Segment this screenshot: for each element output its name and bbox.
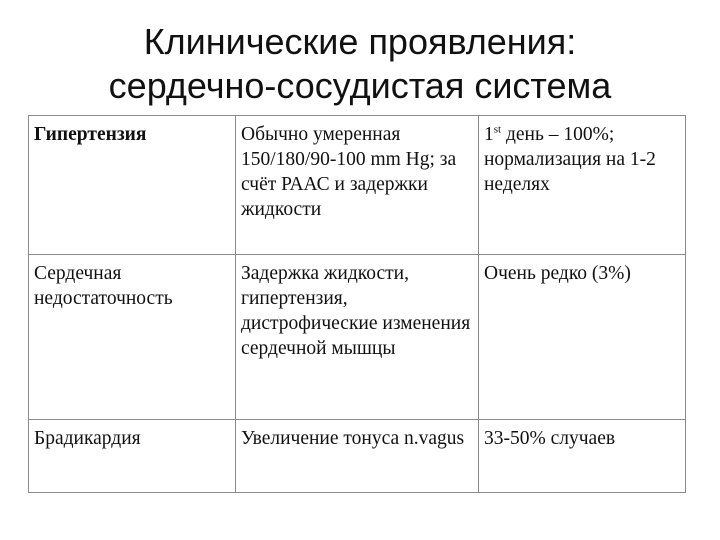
cell-mechanism: Увеличение тонуса n.vagus bbox=[236, 420, 479, 493]
cell-condition: Брадикардия bbox=[29, 420, 236, 493]
slide-title-line-1: Клинические проявления: bbox=[143, 21, 577, 62]
cell-frequency bbox=[479, 116, 686, 255]
cell-frequency: 33-50% случаев bbox=[479, 420, 686, 493]
frequency-rest: день – 100%; нормализация на 1-2 неделях bbox=[484, 124, 656, 195]
table-row bbox=[29, 255, 686, 420]
cell-condition: Гипертензия bbox=[29, 116, 236, 255]
cell-frequency: Очень редко (3%) bbox=[479, 255, 686, 420]
slide-title bbox=[0, 20, 720, 108]
frequency-prefix: 1 bbox=[484, 124, 494, 145]
frequency-superscript: st bbox=[493, 123, 502, 136]
cell-mechanism: Задержка жидкости, гипертензия, дистрофические изменения сердечной мышцы bbox=[236, 255, 479, 420]
slide-title-line-2: сердечно-сосудистая система bbox=[108, 65, 612, 106]
table-row bbox=[29, 116, 686, 255]
cell-condition: Сердечная недостаточность bbox=[29, 255, 236, 420]
cell-mechanism: Обычно умеренная 150/180/90-100 mm Hg; за счёт РААС и задержки жидкости bbox=[236, 116, 479, 255]
table-row bbox=[29, 420, 686, 493]
symptom-table bbox=[28, 115, 686, 493]
